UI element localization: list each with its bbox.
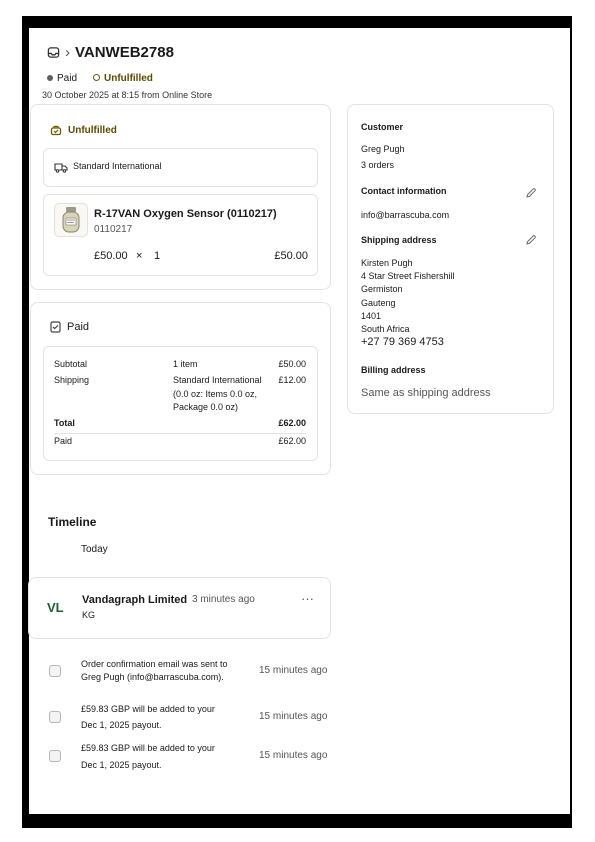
payment-status-label: Paid — [67, 321, 90, 333]
customer-orders[interactable]: 3 orders — [361, 160, 395, 170]
customer-card — [347, 104, 554, 414]
event-marker-icon — [49, 665, 61, 677]
address-line: 1401 — [361, 310, 382, 321]
timeline-comment — [28, 577, 331, 639]
customer-heading: Customer — [361, 122, 404, 132]
truck-icon — [54, 162, 68, 173]
fulfillment-card — [30, 104, 331, 290]
line-total: £50.00 — [274, 250, 308, 262]
customer-phone[interactable]: +27 79 369 4753 — [361, 336, 444, 348]
comment-text: KG — [82, 610, 96, 620]
address-line: Gauteng — [361, 297, 396, 308]
address-line: South Africa — [361, 324, 410, 335]
payment-summary-box: Subtotal 1 item £50.00 Shipping Standard International (0.0 oz: Items 0.0 oz, Package 0.0 oz) £12.00 Total £62.00 Paid £62.00 — [43, 346, 318, 461]
paid-icon — [50, 321, 61, 333]
status-dot-icon — [47, 75, 53, 81]
order-number: VANWEB2788 — [75, 44, 174, 61]
payment-header — [50, 321, 89, 333]
line-item-box — [43, 194, 318, 276]
contact-heading: Contact information — [361, 186, 447, 196]
address-line: 4 Star Street Fishershill — [361, 271, 455, 282]
shipping-address-block — [361, 257, 455, 336]
edit-shipping-pencil-icon[interactable] — [525, 234, 537, 246]
billing-address-heading: Billing address — [361, 365, 426, 375]
timeline-day: Today — [81, 544, 108, 555]
shipping-method-box — [43, 148, 318, 187]
customer-name[interactable]: Greg Pugh — [361, 144, 405, 154]
status-ring-icon — [93, 74, 100, 81]
event-text-line1: £59.83 GBP will be added to your — [81, 704, 215, 714]
product-sku: 0110217 — [94, 224, 133, 235]
order-status-badges — [47, 73, 153, 84]
event-text-line2: Dec 1, 2025 payout. — [81, 760, 162, 770]
timeline-heading: Timeline — [48, 515, 97, 529]
event-marker-icon — [49, 750, 61, 762]
event-text-line2: Dec 1, 2025 payout. — [81, 720, 162, 730]
event-time: 15 minutes ago — [259, 665, 328, 676]
summary-divider — [54, 433, 306, 434]
event-time: 15 minutes ago — [259, 750, 328, 761]
unit-price: £50.00 — [94, 250, 128, 262]
times-symbol: × — [136, 250, 143, 262]
product-thumbnail[interactable] — [54, 203, 88, 237]
shipping-method-label: Standard International — [73, 161, 162, 171]
page-title — [47, 44, 174, 61]
comment-author: Vandagraph Limited — [82, 594, 188, 606]
comment-time: 3 minutes ago — [192, 594, 255, 605]
event-text-line1: Order confirmation email was sent to — [81, 659, 228, 669]
breadcrumb-separator: › — [65, 44, 70, 61]
fulfillment-status-label: Unfulfilled — [68, 124, 117, 136]
event-text-line1: £59.83 GBP will be added to your — [81, 743, 215, 753]
quantity: 1 — [154, 250, 161, 262]
more-actions-icon[interactable]: ··· — [301, 591, 314, 606]
unfulfilled-icon — [50, 124, 62, 136]
address-line: Germiston — [361, 284, 403, 295]
fulfillment-status-badge: Unfulfilled — [93, 73, 153, 84]
payment-status-badge: Paid — [47, 73, 77, 84]
shipping-address-heading: Shipping address — [361, 235, 437, 245]
orders-icon[interactable] — [47, 46, 60, 59]
address-line: Kirsten Pugh — [361, 258, 413, 268]
order-date: 30 October 2025 at 8:15 from Online Store — [42, 90, 213, 100]
payment-card — [30, 302, 331, 475]
event-time: 15 minutes ago — [259, 711, 328, 722]
edit-contact-pencil-icon[interactable] — [525, 187, 537, 199]
event-text-line2[interactable]: Greg Pugh (info@barrascuba.com). — [81, 672, 224, 682]
fulfillment-header — [50, 124, 117, 136]
contact-email[interactable]: info@barrascuba.com — [361, 210, 450, 220]
product-name[interactable]: R-17VAN Oxygen Sensor (0110217) — [94, 208, 277, 220]
billing-address-value: Same as shipping address — [361, 387, 491, 399]
avatar: VL — [47, 600, 64, 615]
event-marker-icon — [49, 711, 61, 723]
